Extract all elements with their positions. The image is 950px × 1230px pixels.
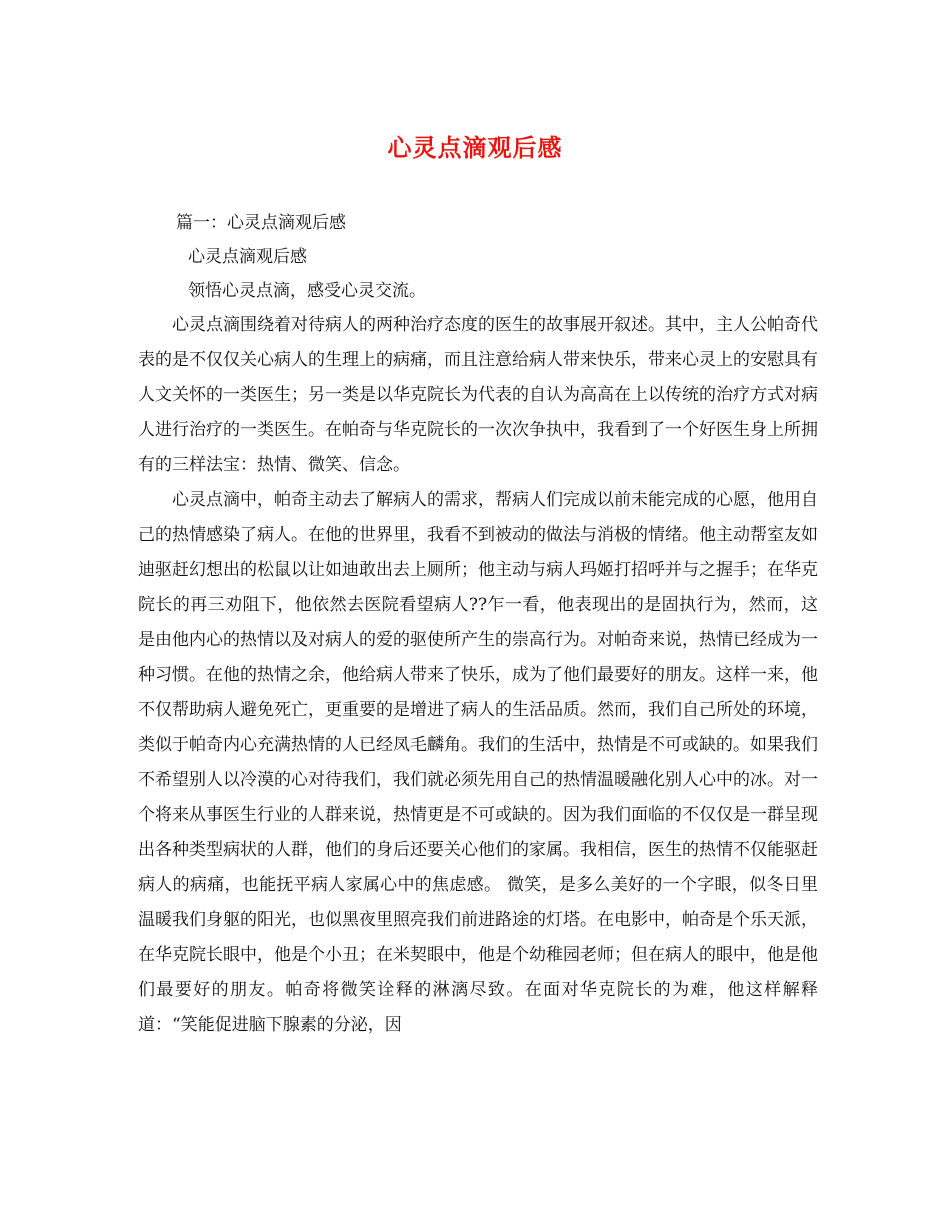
body-paragraph-1: 心灵点滴围绕着对待病人的两种治疗态度的医生的故事展开叙述。其中，主人公帕奇代表的是不仅仅关心病人的生理上的病痛，而且注意给病人带来快乐，带来心灵上的安慰具有人文关怀的一类医生；另一类是以华克院长为代表的自认为高高在上以传统的治疗方式对病人进行治疗的一类医生。在帕奇与华克院长的一次次争执中，我看到了一个好医生身上所拥有的三样法宝：热情、微笑、信念。 bbox=[138, 315, 818, 475]
body-paragraph-2: 心灵点滴中，帕奇主动去了解病人的需求，帮病人们完成以前未能完成的心愿，他用自己的热情感染了病人。在他的世界里，我看不到被动的做法与消极的情绪。他主动帮室友如迪驱赶幻想出的松鼠以让如迪敢出去上厕所；他主动与病人玛姬打招呼并与之握手；在华克院长的再三劝阻下，他依然去医院看望病人??乍一看，他表现出的是固执行为，然而，这是由他内心的热情以及对病人的爱的驱使所产生的崇高行为。对帕奇来说，热情已经成为一种习惯。在他的热情之余，他给病人带来了快乐，成为了他们最要好的朋友。这样一来，他不仅帮助病人避免死亡，更重要的是增进了病人的生活品质。然而，我们自己所处的环境，类似于帕奇内心充满热情的人已经凤毛麟角。我们的生活中，热情是不可或缺的。如果我们不希望别人以冷漠的心对待我们，我们就必须先用自己的热情温暖融化别人心中的冰。对一个将来从事医生行业的人群来说，热情更是不可或缺的。因为我们面临的不仅仅是一群呈现出各种类型病状的人群，他们的身后还要关心他们的家属。我相信，医生的热情不仅能驱赶病人的病痛，也能抚平病人家属心中的焦虑感。 微笑，是多么美好的一个字眼，似冬日里温暖我们身躯的阳光，也似黑夜里照亮我们前进路途的灯塔。在电影中，帕奇是个乐天派，在华克院长眼中，他是个小丑；在米契眼中，他是个幼稚园老师；但在病人的眼中，他是他们最要好的朋友。帕奇将微笑诠释的淋漓尽致。在面对华克院长的为难，他这样解释道：“笑能促进脑下腺素的分泌，因 bbox=[138, 490, 818, 1035]
intro-line: 领悟心灵点滴，感受心灵交流。 bbox=[188, 281, 426, 301]
article-title: 心灵点滴观后感 bbox=[188, 247, 307, 267]
section-heading: 篇一：心灵点滴观后感 bbox=[176, 213, 346, 233]
subheading-group bbox=[138, 206, 818, 308]
document-title: 心灵点滴观后感 bbox=[387, 133, 563, 162]
document-body bbox=[138, 308, 818, 1043]
